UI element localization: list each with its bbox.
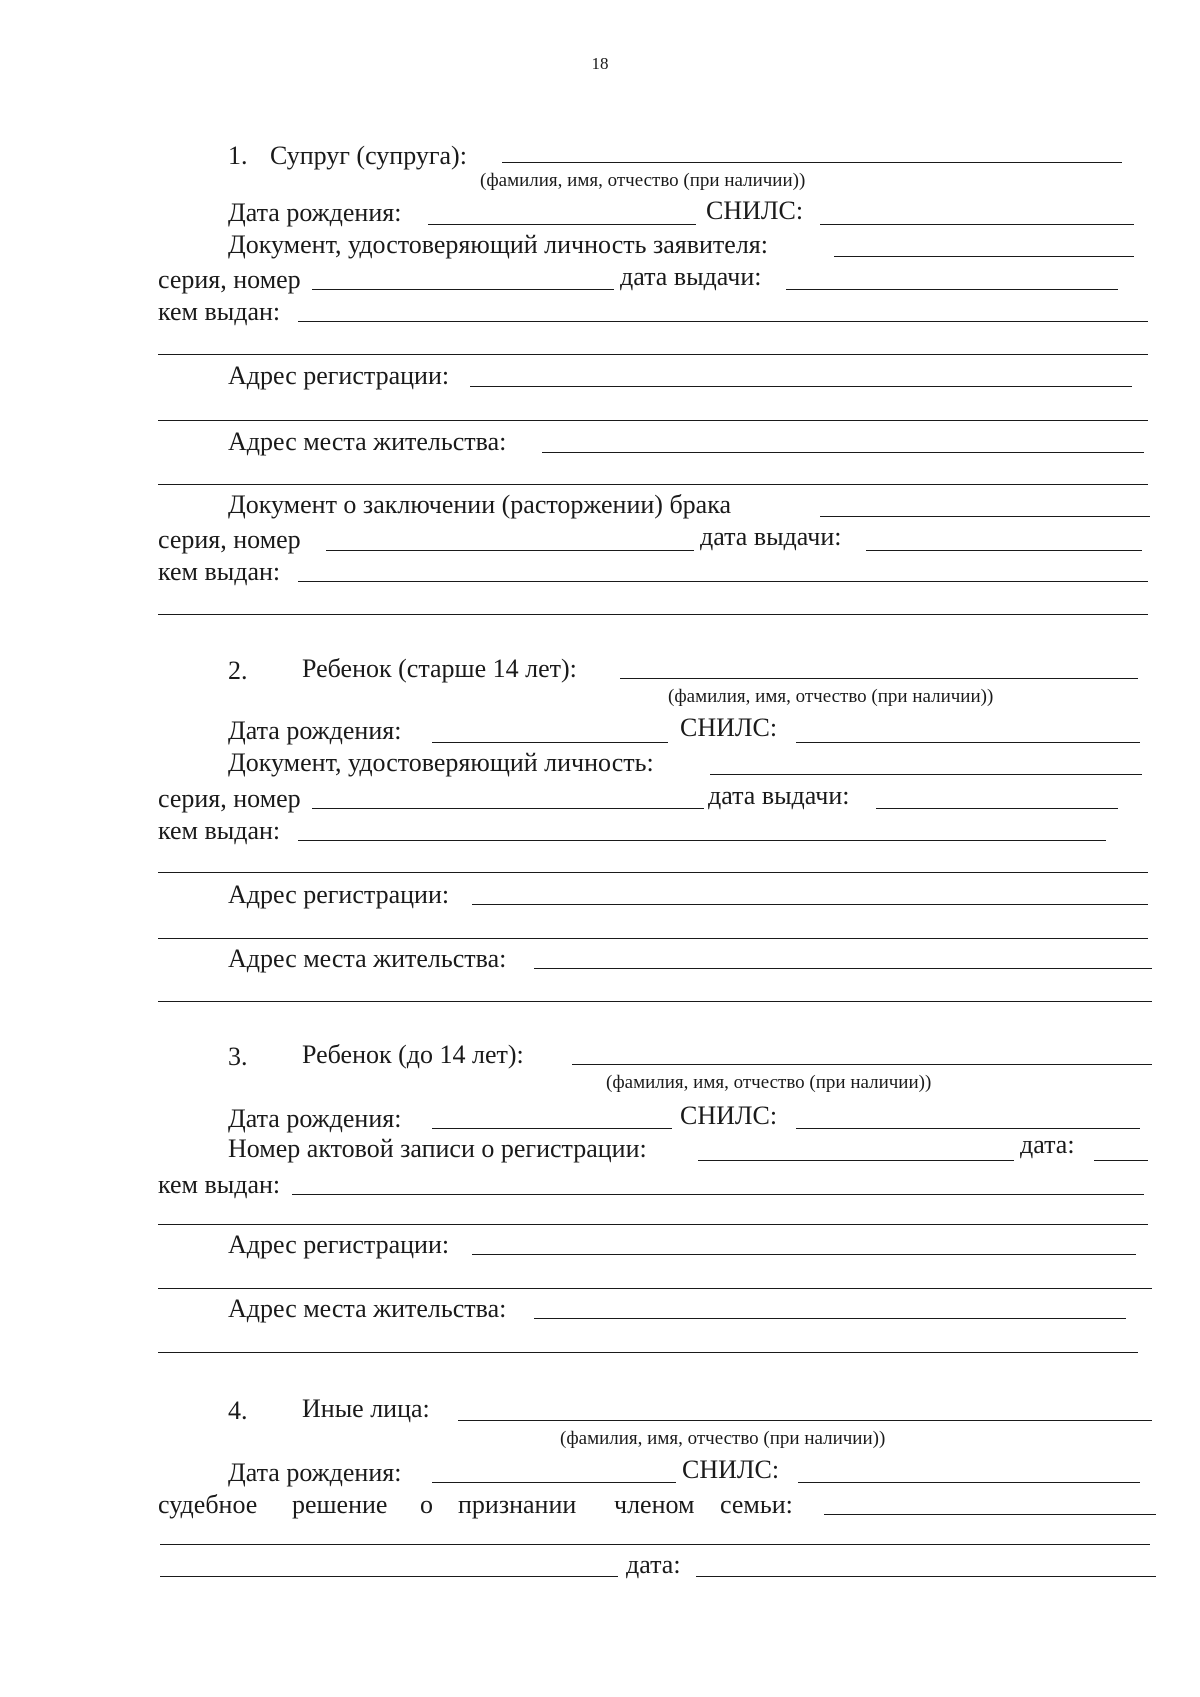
residence-label: Адрес места жительства: (228, 1294, 507, 1323)
page-number: 18 (591, 54, 609, 73)
fio-field[interactable] (458, 1420, 1152, 1421)
birth-date-label: Дата рождения: (228, 1458, 402, 1487)
court-decision-field-cont[interactable] (160, 1576, 618, 1577)
residence-field-cont[interactable] (158, 1352, 1138, 1353)
section-title: Ребенок (до 14 лет): (302, 1040, 524, 1069)
section-number: 1. (228, 141, 248, 170)
id-doc-field[interactable] (710, 774, 1142, 775)
fio-hint: (фамилия, имя, отчество (при наличии)) (560, 1428, 886, 1449)
issued-by-field-cont[interactable] (158, 354, 1148, 355)
snils-field[interactable] (796, 1128, 1140, 1129)
issue-date-label: дата выдачи: (708, 781, 850, 810)
court-word: семьи: (720, 1490, 793, 1519)
reg-address-field[interactable] (470, 386, 1132, 387)
issue-date-field[interactable] (876, 808, 1118, 809)
court-word: признании (458, 1490, 577, 1519)
act-record-label: Номер актовой записи о регистрации: (228, 1134, 647, 1163)
section-title: Ребенок (старше 14 лет): (302, 654, 577, 683)
court-date-label: дата: (626, 1550, 681, 1579)
fio-hint: (фамилия, имя, отчество (при наличии)) (480, 170, 806, 191)
issued-by-label: кем выдан: (158, 1170, 281, 1199)
fio-hint: (фамилия, имя, отчество (при наличии)) (606, 1072, 932, 1093)
issue-date-label: дата выдачи: (620, 262, 762, 291)
birth-date-label: Дата рождения: (228, 198, 402, 227)
issued-by-field[interactable] (292, 1194, 1144, 1195)
issued-by-label: кем выдан: (158, 297, 281, 326)
issued-by-field-cont[interactable] (158, 872, 1148, 873)
birth-date-field[interactable] (432, 1128, 672, 1129)
issued-by-field[interactable] (298, 840, 1106, 841)
section-title: Супруг (супруга): (270, 141, 467, 170)
residence-label: Адрес места жительства: (228, 427, 507, 456)
birth-date-field[interactable] (432, 742, 668, 743)
series-number-label: серия, номер (158, 784, 301, 813)
marriage-issued-by-field-cont[interactable] (158, 614, 1148, 615)
section-number: 2. (228, 656, 248, 685)
series-number-field[interactable] (312, 808, 704, 809)
reg-address-field[interactable] (472, 1254, 1136, 1255)
court-word: членом (614, 1490, 695, 1519)
act-date-label: дата: (1020, 1130, 1075, 1159)
court-date-field[interactable] (696, 1576, 1156, 1577)
court-decision-field[interactable] (824, 1514, 1156, 1515)
act-record-field[interactable] (698, 1160, 1014, 1161)
birth-date-label: Дата рождения: (228, 716, 402, 745)
marriage-issued-by-field[interactable] (298, 581, 1148, 582)
residence-field-cont[interactable] (158, 1001, 1152, 1002)
court-word: решение (292, 1490, 388, 1519)
marriage-series-label: серия, номер (158, 525, 301, 554)
reg-address-field-cont[interactable] (158, 420, 1148, 421)
reg-address-label: Адрес регистрации: (228, 361, 450, 390)
section-number: 3. (228, 1042, 248, 1071)
fio-field[interactable] (572, 1064, 1152, 1065)
snils-field[interactable] (820, 224, 1134, 225)
birth-date-field[interactable] (428, 224, 696, 225)
residence-label: Адрес места жительства: (228, 944, 507, 973)
fio-hint: (фамилия, имя, отчество (при наличии)) (668, 686, 994, 707)
residence-field-cont[interactable] (158, 484, 1148, 485)
court-word: о (420, 1490, 433, 1519)
snils-label: СНИЛС: (706, 196, 804, 225)
fio-field[interactable] (620, 678, 1138, 679)
section-title: Иные лица: (302, 1394, 430, 1423)
court-word: судебное (158, 1490, 258, 1519)
snils-label: СНИЛС: (682, 1455, 780, 1484)
issued-by-field-cont[interactable] (158, 1224, 1148, 1225)
section-number: 4. (228, 1396, 248, 1425)
snils-label: СНИЛС: (680, 1101, 778, 1130)
id-doc-label: Документ, удостоверяющий личность заявителя: (228, 230, 768, 259)
marriage-issued-by-label: кем выдан: (158, 557, 281, 586)
residence-field[interactable] (542, 452, 1144, 453)
reg-address-label: Адрес регистрации: (228, 1230, 450, 1259)
id-doc-label: Документ, удостоверяющий личность: (228, 748, 654, 777)
reg-address-label: Адрес регистрации: (228, 880, 450, 909)
series-number-field[interactable] (312, 289, 614, 290)
issued-by-field[interactable] (298, 321, 1148, 322)
snils-field[interactable] (796, 742, 1140, 743)
marriage-series-field[interactable] (326, 550, 694, 551)
marriage-issue-date-label: дата выдачи: (700, 522, 842, 551)
reg-address-field-cont[interactable] (158, 938, 1148, 939)
marriage-issue-date-field[interactable] (866, 550, 1142, 551)
reg-address-field[interactable] (472, 904, 1148, 905)
marriage-doc-field[interactable] (820, 516, 1150, 517)
fio-field[interactable] (502, 162, 1122, 163)
birth-date-field[interactable] (432, 1482, 676, 1483)
reg-address-field-cont[interactable] (158, 1288, 1152, 1289)
birth-date-label: Дата рождения: (228, 1104, 402, 1133)
residence-field[interactable] (534, 968, 1152, 969)
series-number-label: серия, номер (158, 265, 301, 294)
residence-field[interactable] (534, 1318, 1126, 1319)
marriage-doc-label: Документ о заключении (расторжении) брака (228, 490, 732, 519)
snils-field[interactable] (798, 1482, 1140, 1483)
id-doc-field[interactable] (834, 256, 1134, 257)
act-date-field[interactable] (1094, 1160, 1148, 1161)
issue-date-field[interactable] (786, 289, 1118, 290)
issued-by-label: кем выдан: (158, 816, 281, 845)
snils-label: СНИЛС: (680, 713, 778, 742)
court-decision-field-cont[interactable] (160, 1544, 1150, 1545)
